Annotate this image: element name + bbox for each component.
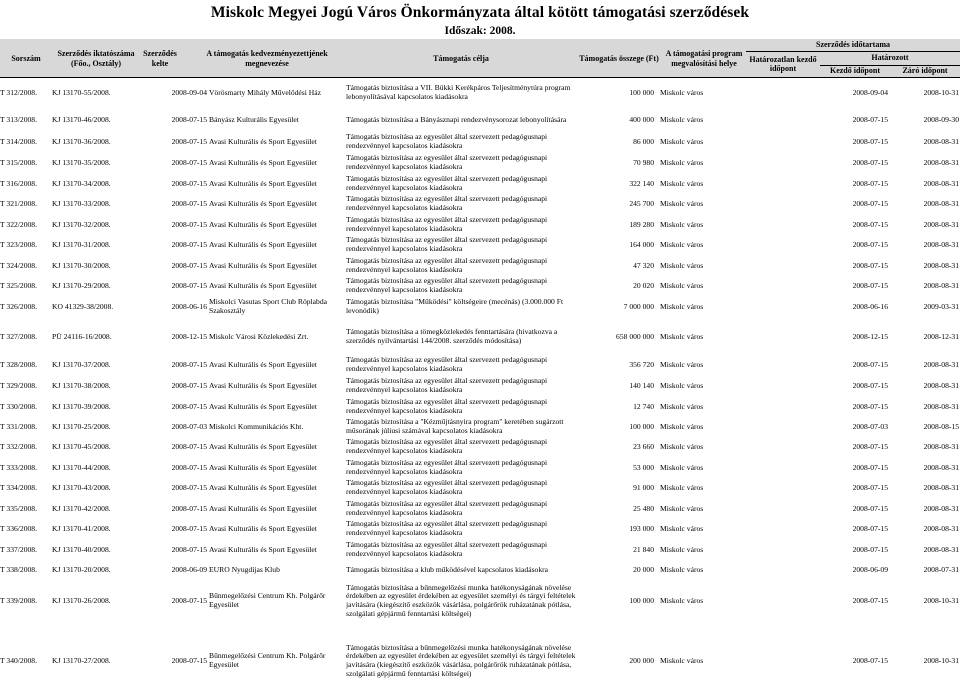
table-row — [0, 397, 960, 417]
cell-kezdo: 2008-07-15 — [852, 380, 888, 390]
cell-hely: Miskolc város — [660, 301, 704, 311]
cell-kedvezmenyezett: Avasi Kulturális és Sport Egyesület — [209, 482, 317, 492]
cell-hely: Miskolc város — [660, 198, 704, 208]
header-hatarozatlan — [746, 51, 820, 77]
cell-kezdo: 2008-07-15 — [852, 178, 888, 188]
cell-cel: Támogatás biztosítása az egyesület által szervezett pedagógusnapi rendezvénnyel kapcsolatos kiadásokra — [346, 276, 548, 294]
cell-iktato: KJ 13170-41/2008. — [52, 523, 111, 533]
header-hatarozatlan-line2: időpont — [769, 64, 797, 73]
cell-kedvezmenyezett: Avasi Kulturális és Sport Egyesület — [209, 157, 317, 167]
header-kezdo-label: Kezdő időpont — [829, 66, 880, 76]
cell-osszeg: 100 000 — [629, 87, 654, 97]
header-idotartam — [746, 39, 960, 51]
table-row — [0, 256, 960, 276]
cell-cel: Támogatás biztosítása az egyesület által szervezett pedagógusnapi rendezvénnyel kapcsolatos kiadásokra — [346, 132, 548, 150]
table-row — [0, 478, 960, 498]
cell-iktato: KJ 13170-33/2008. — [52, 198, 111, 208]
cell-kezdo: 2008-06-16 — [852, 301, 888, 311]
cell-sorszam: T 324/2008. — [0, 260, 37, 270]
cell-kelte: 2008-07-15 — [171, 441, 207, 451]
cell-kezdo: 2008-07-15 — [852, 260, 888, 270]
cell-sorszam: T 336/2008. — [0, 523, 37, 533]
cell-iktato: KJ 13170-31/2008. — [52, 239, 111, 249]
cell-cel: Támogatás biztosítása a "Kézműjtásnyira program" keretében sugárzott műsorának júliusi számával kapcsolatos kiadásokra — [346, 417, 564, 435]
cell-zaro: 2008-08-31 — [923, 462, 959, 472]
cell-kelte: 2008-12-15 — [171, 331, 207, 341]
cell-osszeg: 70 980 — [633, 157, 654, 167]
cell-sorszam: T 316/2008. — [0, 178, 37, 188]
cell-kezdo: 2008-09-04 — [852, 87, 888, 97]
cell-kelte: 2008-06-09 — [171, 564, 207, 574]
cell-kezdo: 2008-07-15 — [852, 523, 888, 533]
cell-hely: Miskolc város — [660, 359, 704, 369]
cell-sorszam: T 325/2008. — [0, 280, 37, 290]
cell-osszeg: 322 140 — [629, 178, 654, 188]
cell-osszeg: 100 000 — [629, 421, 654, 431]
cell-cel: Támogatás biztosítása az egyesület által szervezett pedagógusnapi rendezvénnyel kapcsolatos kiadásokra — [346, 256, 548, 274]
table-header — [0, 39, 960, 78]
cell-sorszam: T 326/2008. — [0, 301, 37, 311]
cell-kedvezmenyezett: Bányász Kulturális Egyesület — [209, 114, 299, 124]
cell-sorszam: T 321/2008. — [0, 198, 37, 208]
cell-kedvezmenyezett: Avasi Kulturális és Sport Egyesület — [209, 462, 317, 472]
cell-hely: Miskolc város — [660, 136, 704, 146]
cell-hely: Miskolc város — [660, 595, 704, 605]
cell-kelte: 2008-07-15 — [171, 114, 207, 124]
cell-kelte: 2008-07-15 — [171, 595, 207, 605]
cell-hely: Miskolc város — [660, 655, 704, 665]
header-osszeg-label: Támogatás összege (Ft) — [579, 53, 659, 63]
header-kelte-line2: kelte — [151, 58, 169, 68]
cell-iktato: KJ 13170-32/2008. — [52, 219, 111, 229]
cell-osszeg: 91 000 — [633, 482, 654, 492]
cell-hely: Miskolc város — [660, 331, 704, 341]
header-sorszam-label: Sorszám — [11, 53, 41, 63]
cell-zaro: 2008-08-31 — [923, 136, 959, 146]
cell-zaro: 2008-08-31 — [923, 380, 959, 390]
cell-osszeg: 245 700 — [629, 198, 654, 208]
cell-iktato: KJ 13170-25/2008. — [52, 421, 111, 431]
cell-cel: Támogatás biztosítása az egyesület által szervezett pedagógusnapi rendezvénnyel kapcsolatos kiadásokra — [346, 174, 548, 192]
cell-kelte: 2008-07-15 — [171, 280, 207, 290]
cell-kezdo: 2008-07-15 — [852, 503, 888, 513]
cell-zaro: 2008-08-31 — [923, 178, 959, 188]
cell-zaro: 2008-08-31 — [923, 441, 959, 451]
cell-cel: Támogatás biztosítása az egyesület által szervezett pedagógusnapi rendezvénnyel kapcsolatos kiadásokra — [346, 235, 548, 253]
cell-osszeg: 164 000 — [629, 239, 654, 249]
cell-cel: Támogatás biztosítása a klub működésével kapcsolatos kiadásokra — [346, 564, 549, 574]
cell-kedvezmenyezett: Avasi Kulturális és Sport Egyesület — [209, 544, 317, 554]
cell-sorszam: T 323/2008. — [0, 239, 37, 249]
header-bottom-border — [0, 77, 960, 78]
cell-kelte: 2008-07-15 — [171, 136, 207, 146]
cell-sorszam: T 339/2008. — [0, 595, 37, 605]
cell-osszeg: 20 000 — [633, 564, 654, 574]
cell-kelte: 2008-07-15 — [171, 219, 207, 229]
cell-cel: Támogatás biztosítása a bűnmegelőzési munka hatékonyságának növelése érdekében az egyesület érdekében az egyesület személyi és tárgyi feltételek javítására (kiegészítő eszközök vásárlása, polgárőrök ruházatának pótlása, szolgálati gépjármű fenntartási költségei) — [346, 582, 576, 618]
cell-hely: Miskolc város — [660, 239, 704, 249]
cell-osszeg: 658 000 000 — [616, 331, 654, 341]
cell-kelte: 2008-07-15 — [171, 380, 207, 390]
header-idotartam-label: Szerződés időtartama — [816, 40, 890, 50]
header-zaro — [890, 65, 960, 77]
cell-iktato: PÜ 24116-16/2008. — [52, 331, 112, 341]
cell-iktato: KJ 13170-42/2008. — [52, 503, 111, 513]
header-divider — [820, 65, 960, 66]
table-row — [0, 376, 960, 396]
cell-iktato: KJ 13170-30/2008. — [52, 260, 111, 270]
cell-kedvezmenyezett: Avasi Kulturális és Sport Egyesület — [209, 503, 317, 513]
cell-hely: Miskolc város — [660, 114, 704, 124]
cell-sorszam: T 335/2008. — [0, 503, 37, 513]
cell-kelte: 2008-09-04 — [171, 87, 207, 97]
cell-hely: Miskolc város — [660, 462, 704, 472]
cell-kelte: 2008-07-15 — [171, 655, 207, 665]
table-row — [0, 355, 960, 375]
cell-kezdo: 2008-07-15 — [852, 136, 888, 146]
cell-kedvezmenyezett: Avasi Kulturális és Sport Egyesület — [209, 178, 317, 188]
cell-zaro: 2008-08-31 — [923, 198, 959, 208]
table-row — [0, 540, 960, 560]
cell-kelte: 2008-07-15 — [171, 157, 207, 167]
table-row — [0, 174, 960, 194]
cell-zaro: 2008-10-31 — [923, 595, 959, 605]
cell-osszeg: 200 000 — [629, 655, 654, 665]
cell-iktato: KJ 13170-38/2008. — [52, 380, 111, 390]
cell-zaro: 2008-08-31 — [923, 482, 959, 492]
header-iktato-line2: (Főo., Osztály) — [71, 58, 121, 68]
cell-osszeg: 400 000 — [629, 114, 654, 124]
cell-iktato: KO 41329-38/2008. — [52, 301, 114, 311]
table-row — [0, 153, 960, 173]
cell-iktato: KJ 13170-44/2008. — [52, 462, 111, 472]
cell-osszeg: 53 000 — [633, 462, 654, 472]
cell-cel: Támogatás biztosítása a VII. Bükki Kerékpáros Teljesítménytúra program lebonyolításával kapcsolatos kiadásokra — [346, 83, 571, 101]
cell-cel: Támogatás biztosítása az egyesület által szervezett pedagógusnapi rendezvénnyel kapcsolatos kiadásokra — [346, 437, 548, 455]
header-kelte — [140, 39, 180, 78]
cell-hely: Miskolc város — [660, 401, 704, 411]
cell-osszeg: 356 720 — [629, 359, 654, 369]
cell-kedvezmenyezett: EURO Nyugdíjas Klub — [209, 564, 280, 574]
cell-kedvezmenyezett: Avasi Kulturális és Sport Egyesület — [209, 359, 317, 369]
cell-hely: Miskolc város — [660, 87, 704, 97]
table-row — [0, 110, 960, 130]
cell-sorszam: T 327/2008. — [0, 331, 37, 341]
cell-zaro: 2008-08-31 — [923, 544, 959, 554]
table-row — [0, 437, 960, 457]
cell-iktato: KJ 13170-36/2008. — [52, 136, 111, 146]
header-kedvezmenyezett-line2: megnevezése — [245, 58, 289, 68]
cell-kedvezmenyezett: Avasi Kulturális és Sport Egyesület — [209, 260, 317, 270]
table-row — [0, 296, 960, 318]
cell-hely: Miskolc város — [660, 157, 704, 167]
cell-sorszam: T 315/2008. — [0, 157, 37, 167]
cell-kezdo: 2008-07-15 — [852, 462, 888, 472]
cell-kedvezmenyezett: Bűnmegelőzési Centrum Kh. Polgárőr Egyesület — [209, 651, 326, 669]
cell-kedvezmenyezett: Miskolci Kommunikációs Kht. — [209, 421, 304, 431]
cell-iktato: KJ 13170-40/2008. — [52, 544, 111, 554]
cell-cel: Támogatás biztosítása az egyesület által szervezett pedagógusnapi rendezvénnyel kapcsolatos kiadásokra — [346, 519, 548, 537]
cell-cel: Támogatás biztosítása az egyesület által szervezett pedagógusnapi rendezvénnyel kapcsolatos kiadásokra — [346, 397, 548, 415]
cell-kelte: 2008-07-03 — [171, 421, 207, 431]
cell-cel: Támogatás biztosítása az egyesület által szervezett pedagógusnapi rendezvénnyel kapcsolatos kiadásokra — [346, 153, 548, 171]
cell-zaro: 2008-10-31 — [923, 87, 959, 97]
cell-cel: Támogatás biztosítása az egyesület által szervezett pedagógusnapi rendezvénnyel kapcsolatos kiadásokra — [346, 355, 548, 373]
cell-hely: Miskolc város — [660, 503, 704, 513]
cell-hely: Miskolc város — [660, 260, 704, 270]
cell-zaro: 2008-08-31 — [923, 359, 959, 369]
cell-hely: Miskolc város — [660, 178, 704, 188]
cell-kedvezmenyezett: Miskolci Vasutas Sport Club Röplabda Szakosztály — [209, 297, 327, 315]
cell-iktato: KJ 13170-37/2008. — [52, 359, 111, 369]
cell-kedvezmenyezett: Bűnmegelőzési Centrum Kh. Polgárőr Egyesület — [209, 591, 326, 609]
cell-kedvezmenyezett: Avasi Kulturális és Sport Egyesület — [209, 198, 317, 208]
cell-osszeg: 23 660 — [633, 441, 654, 451]
cell-kelte: 2008-06-16 — [171, 301, 207, 311]
cell-sorszam: T 314/2008. — [0, 136, 37, 146]
cell-kezdo: 2008-07-15 — [852, 157, 888, 167]
header-divider — [746, 51, 960, 52]
table-row — [0, 80, 960, 106]
table-row — [0, 564, 960, 576]
document-title: Miskolc Megyei Jogú Város Önkormányzata által kötött támogatási szerződések — [210, 4, 750, 21]
cell-iktato: KJ 13170-45/2008. — [52, 441, 111, 451]
cell-kelte: 2008-07-15 — [171, 401, 207, 411]
cell-iktato: KJ 13170-39/2008. — [52, 401, 111, 411]
cell-zaro: 2008-08-31 — [923, 239, 959, 249]
cell-hely: Miskolc város — [660, 219, 704, 229]
cell-kezdo: 2008-07-15 — [852, 482, 888, 492]
table-row — [0, 519, 960, 539]
header-iktato — [52, 39, 140, 78]
cell-osszeg: 140 140 — [629, 380, 654, 390]
cell-kedvezmenyezett: Avasi Kulturális és Sport Egyesület — [209, 401, 317, 411]
cell-kezdo: 2008-07-15 — [852, 401, 888, 411]
cell-cel: Támogatás biztosítása az egyesület által szervezett pedagógusnapi rendezvénnyel kapcsolatos kiadásokra — [346, 499, 548, 517]
cell-zaro: 2008-08-31 — [923, 219, 959, 229]
cell-zaro: 2008-12-31 — [923, 331, 959, 341]
cell-osszeg: 100 000 — [629, 595, 654, 605]
cell-kezdo: 2008-07-15 — [852, 595, 888, 605]
cell-sorszam: T 330/2008. — [0, 401, 37, 411]
cell-kedvezmenyezett: Avasi Kulturális és Sport Egyesület — [209, 441, 317, 451]
cell-osszeg: 25 480 — [633, 503, 654, 513]
cell-cel: Támogatás biztosítása a bűnmegelőzési munka hatékonyságának növelése érdekében az egyesület érdekében az egyesület személyi és tárgyi feltételek javítására (kiegészítő eszközök vásárlása, polgárőrök ruházatának pótlása, szolgálati gépjármű fenntartási költségei) — [346, 642, 576, 678]
cell-zaro: 2008-08-31 — [923, 401, 959, 411]
cell-kedvezmenyezett: Avasi Kulturális és Sport Egyesület — [209, 523, 317, 533]
cell-sorszam: T 312/2008. — [0, 87, 37, 97]
cell-cel: Támogatás biztosítása az egyesület által szervezett pedagógusnapi rendezvénnyel kapcsolatos kiadásokra — [346, 215, 548, 233]
header-hatarozatlan-line1: Határozatlan kezdő — [749, 54, 817, 64]
cell-kelte: 2008-07-15 — [171, 544, 207, 554]
cell-kedvezmenyezett: Miskolc Városi Közlekedési Zrt. — [209, 331, 309, 341]
cell-kedvezmenyezett: Avasi Kulturális és Sport Egyesület — [209, 219, 317, 229]
cell-sorszam: T 329/2008. — [0, 380, 37, 390]
cell-kedvezmenyezett: Avasi Kulturális és Sport Egyesület — [209, 380, 317, 390]
cell-sorszam: T 331/2008. — [0, 421, 37, 431]
cell-kelte: 2008-07-15 — [171, 523, 207, 533]
table-row — [0, 276, 960, 296]
cell-hely: Miskolc város — [660, 280, 704, 290]
cell-zaro: 2008-10-31 — [923, 655, 959, 665]
cell-kelte: 2008-07-15 — [171, 462, 207, 472]
cell-zaro: 2008-08-31 — [923, 260, 959, 270]
cell-hely: Miskolc város — [660, 441, 704, 451]
cell-kelte: 2008-07-15 — [171, 239, 207, 249]
cell-hely: Miskolc város — [660, 421, 704, 431]
cell-kelte: 2008-07-15 — [171, 503, 207, 513]
cell-kedvezmenyezett: Avasi Kulturális és Sport Egyesület — [209, 280, 317, 290]
header-kelte-line1: Szerződés — [143, 49, 177, 59]
cell-iktato: KJ 13170-35/2008. — [52, 157, 111, 167]
table-row — [0, 235, 960, 255]
header-kedvezmenyezett-line1: A támogatás kedvezményezettjének — [206, 49, 328, 59]
cell-osszeg: 12 740 — [633, 401, 654, 411]
cell-hely: Miskolc város — [660, 380, 704, 390]
header-osszeg — [576, 39, 662, 78]
table-row — [0, 417, 960, 437]
cell-kezdo: 2008-07-15 — [852, 219, 888, 229]
cell-kelte: 2008-07-15 — [171, 482, 207, 492]
cell-kelte: 2008-07-15 — [171, 178, 207, 188]
cell-kezdo: 2008-07-15 — [852, 655, 888, 665]
cell-sorszam: T 328/2008. — [0, 359, 37, 369]
cell-kezdo: 2008-12-15 — [852, 331, 888, 341]
cell-sorszam: T 340/2008. — [0, 655, 37, 665]
cell-hely: Miskolc város — [660, 482, 704, 492]
cell-hely: Miskolc város — [660, 544, 704, 554]
cell-kezdo: 2008-07-15 — [852, 198, 888, 208]
table-row — [0, 194, 960, 214]
cell-sorszam: T 334/2008. — [0, 482, 37, 492]
cell-kezdo: 2008-07-15 — [852, 280, 888, 290]
cell-cel: Támogatás biztosítása a tömegközlekedés fenntartására (hivatkozva a szerződés nyilvántartási 144/2008. szerződés módosítása) — [346, 327, 558, 345]
cell-iktato: KJ 13170-29/2008. — [52, 280, 111, 290]
cell-kezdo: 2008-07-15 — [852, 359, 888, 369]
header-zaro-label: Záró időpont — [902, 66, 948, 76]
header-kedvezmenyezett — [192, 39, 342, 78]
table-row — [0, 132, 960, 152]
cell-zaro: 2009-03-31 — [923, 301, 959, 311]
cell-zaro: 2008-08-31 — [923, 503, 959, 513]
cell-cel: Támogatás biztosítása az egyesület által szervezett pedagógusnapi rendezvénnyel kapcsolatos kiadásokra — [346, 376, 548, 394]
cell-iktato: KJ 13170-34/2008. — [52, 178, 111, 188]
table-row — [0, 458, 960, 478]
cell-kelte: 2008-07-15 — [171, 359, 207, 369]
cell-kedvezmenyezett: Vörösmarty Mihály Művelődési Ház — [209, 87, 321, 97]
cell-osszeg: 86 000 — [633, 136, 654, 146]
cell-kezdo: 2008-07-15 — [852, 544, 888, 554]
cell-cel: Támogatás biztosítása az egyesület által szervezett pedagógusnapi rendezvénnyel kapcsolatos kiadásokra — [346, 194, 548, 212]
header-hatarozott — [820, 51, 960, 65]
cell-sorszam: T 337/2008. — [0, 544, 37, 554]
header-kezdo — [820, 65, 890, 77]
cell-zaro: 2008-07-31 — [923, 564, 959, 574]
cell-zaro: 2008-09-30 — [923, 114, 959, 124]
cell-cel: Támogatás biztosítása az egyesület által szervezett pedagógusnapi rendezvénnyel kapcsolatos kiadásokra — [346, 458, 548, 476]
table-row — [0, 499, 960, 519]
cell-kelte: 2008-07-15 — [171, 260, 207, 270]
header-hatarozott-label: Határozott — [871, 53, 909, 63]
cell-zaro: 2008-08-15 — [923, 421, 959, 431]
cell-cel: Támogatás biztosítása a Bányásznapi rendezvénysorozat lebonyolítására — [346, 114, 567, 124]
header-cel-label: Támogatás célja — [433, 53, 489, 63]
cell-zaro: 2008-08-31 — [923, 523, 959, 533]
cell-sorszam: T 332/2008. — [0, 441, 37, 451]
cell-cel: Támogatás biztosítása az egyesület által szervezett pedagógusnapi rendezvénnyel kapcsolatos kiadásokra — [346, 478, 548, 496]
cell-kezdo: 2008-07-15 — [852, 441, 888, 451]
cell-osszeg: 7 000 000 — [623, 301, 654, 311]
cell-cel: Támogatás biztosítása az egyesület által szervezett pedagógusnapi rendezvénnyel kapcsolatos kiadásokra — [346, 540, 548, 558]
table-row — [0, 582, 960, 620]
cell-sorszam: T 333/2008. — [0, 462, 37, 472]
cell-osszeg: 189 280 — [629, 219, 654, 229]
cell-hely: Miskolc város — [660, 564, 704, 574]
cell-hely: Miskolc város — [660, 523, 704, 533]
period-label: Időszak: 2008. — [444, 25, 516, 37]
cell-iktato: KJ 13170-46/2008. — [52, 114, 111, 124]
cell-iktato: KJ 13170-26/2008. — [52, 595, 111, 605]
cell-osszeg: 193 000 — [629, 523, 654, 533]
cell-kezdo: 2008-07-03 — [852, 421, 888, 431]
cell-kelte: 2008-07-15 — [171, 198, 207, 208]
cell-iktato: KJ 13170-27/2008. — [52, 655, 111, 665]
cell-sorszam: T 322/2008. — [0, 219, 37, 229]
header-sorszam — [0, 39, 52, 78]
cell-kezdo: 2008-06-09 — [852, 564, 888, 574]
table-row — [0, 215, 960, 235]
cell-osszeg: 47 320 — [633, 260, 654, 270]
cell-sorszam: T 313/2008. — [0, 114, 37, 124]
header-hely — [662, 39, 746, 78]
header-cel — [346, 39, 576, 78]
cell-kedvezmenyezett: Avasi Kulturális és Sport Egyesület — [209, 136, 317, 146]
cell-kedvezmenyezett: Avasi Kulturális és Sport Egyesület — [209, 239, 317, 249]
table-row — [0, 642, 960, 680]
cell-kezdo: 2008-07-15 — [852, 239, 888, 249]
cell-iktato: KJ 13170-20/2008. — [52, 564, 111, 574]
cell-osszeg: 20 020 — [633, 280, 654, 290]
table-row — [0, 323, 960, 351]
cell-iktato: KJ 13170-43/2008. — [52, 482, 111, 492]
cell-osszeg: 21 840 — [633, 544, 654, 554]
header-hely-line2: megvalósítási helye — [671, 58, 737, 68]
cell-zaro: 2008-08-31 — [923, 157, 959, 167]
header-iktato-line1: Szerződés iktatószáma — [57, 49, 135, 59]
cell-kezdo: 2008-07-15 — [852, 114, 888, 124]
cell-cel: Támogatás biztosítása "Működési" költségeire (mecénás) (3.000.000 Ft levonódik) — [346, 297, 564, 315]
cell-iktato: KJ 13170-55/2008. — [52, 87, 111, 97]
header-hely-line1: A támogatási program — [665, 49, 743, 59]
cell-sorszam: T 338/2008. — [0, 564, 37, 574]
cell-zaro: 2008-08-31 — [923, 280, 959, 290]
